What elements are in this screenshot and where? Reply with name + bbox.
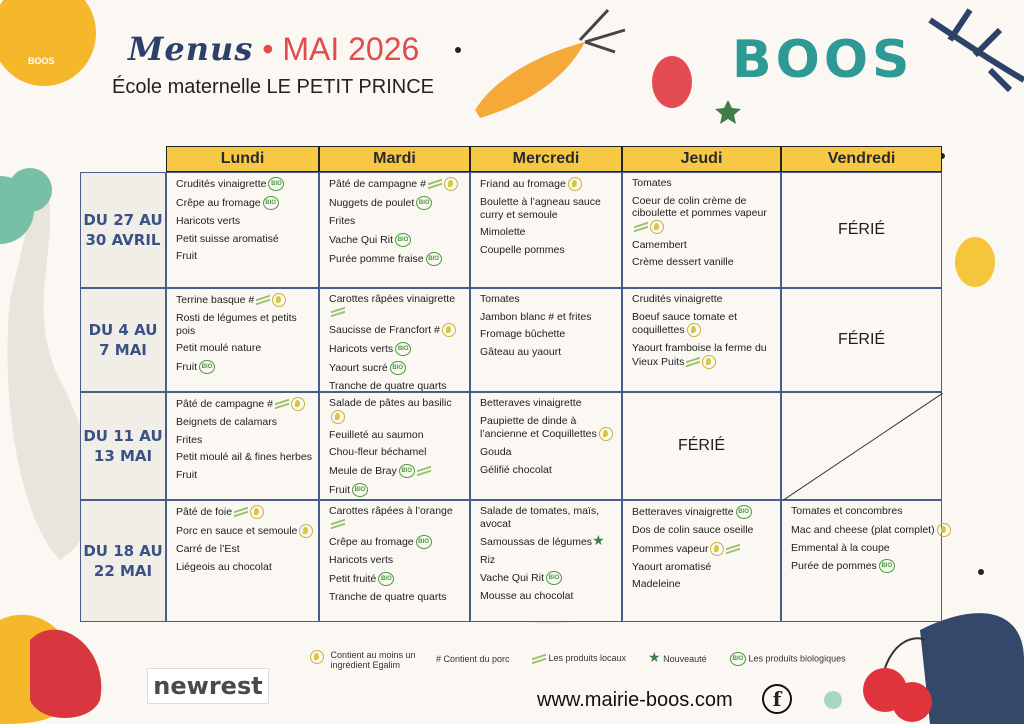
- page-title: [128, 30, 419, 68]
- menu-item-text: Gélifié chocolat: [480, 463, 552, 476]
- menu-item-text: Fruit: [329, 483, 350, 496]
- menu-item: [480, 554, 615, 567]
- week-label-line2: 13 MAI: [93, 447, 153, 465]
- menu-cell: [622, 500, 781, 622]
- bio-icon: BIO: [879, 559, 895, 573]
- menu-item-text: Mimolette: [480, 226, 526, 239]
- menu-item: [176, 451, 312, 464]
- menu-item-text: Crêpe au fromage: [329, 535, 414, 548]
- bio-icon: BIO: [199, 360, 215, 374]
- menu-item: [329, 177, 463, 191]
- egalim-icon: [599, 427, 613, 441]
- menu-item: [480, 346, 615, 359]
- menu-item-text: Haricots verts: [329, 554, 394, 567]
- boos-logo-text: BOOS: [28, 56, 55, 66]
- title-menus: Menus: [128, 30, 254, 68]
- local-icon: [417, 466, 431, 476]
- menu-item: [329, 215, 463, 228]
- menu-item: [791, 523, 935, 537]
- menu-item-text: Liégeois au chocolat: [176, 560, 272, 573]
- egalim-icon: [272, 293, 286, 307]
- star-icon: ★: [648, 649, 661, 665]
- menu-cell: [470, 172, 622, 288]
- menu-item-text: Pommes vapeur: [632, 542, 709, 555]
- menu-item-text: Frites: [176, 433, 203, 446]
- menu-item-text: Carottes râpées vinaigrette: [329, 293, 456, 305]
- local-icon: [275, 399, 289, 409]
- menu-table: [80, 146, 942, 622]
- menu-item: [480, 532, 615, 549]
- menu-item: [632, 561, 774, 574]
- menu-item: [480, 244, 615, 257]
- menu-item-text: Mousse au chocolat: [480, 590, 574, 603]
- egalim-icon: [291, 397, 305, 411]
- week-label-line1: DU 11 AU: [83, 426, 163, 445]
- menu-item: [480, 226, 615, 239]
- menu-item-text: Pâté de campagne #: [329, 177, 426, 190]
- menu-item-text: Crème dessert vanille: [632, 256, 734, 269]
- day-header-3: Jeudi: [622, 146, 781, 172]
- menu-item-text: Rosti de légumes et petits pois: [176, 312, 297, 337]
- pepper-decor: [30, 630, 101, 718]
- menu-item-text: Betteraves vinaigrette: [632, 505, 734, 518]
- menu-item: [176, 196, 312, 210]
- egalim-icon: [710, 542, 724, 556]
- local-icon: [726, 544, 740, 554]
- menu-item-text: Chou-fleur béchamel: [329, 446, 427, 459]
- menu-item: [329, 342, 463, 356]
- week-label-line2: 30 AVRIL: [85, 231, 161, 249]
- menu-item: [329, 572, 463, 586]
- bio-icon: BIO: [352, 483, 368, 497]
- menu-item: [329, 429, 463, 442]
- menu-item: [329, 361, 463, 375]
- menu-item: [480, 311, 615, 324]
- menu-item-text: Coeur de colin crème de ciboulette et pommes vapeur: [632, 194, 767, 220]
- week-label: [80, 288, 166, 392]
- facebook-icon[interactable]: f: [762, 684, 792, 714]
- legend-local: Les produits locaux: [530, 653, 626, 664]
- star-icon: ★: [592, 532, 605, 549]
- menu-item: [176, 342, 312, 355]
- menu-item: [176, 293, 312, 307]
- bio-icon: BIO: [399, 464, 415, 478]
- menu-item-text: Pâté de foie: [176, 505, 233, 518]
- menu-item: [632, 177, 774, 190]
- legend-egalim: Contient au moins un ingrédient Egalim: [308, 650, 427, 671]
- menu-item-text: Fruit: [176, 468, 197, 481]
- menu-item-text: Camembert: [632, 238, 687, 251]
- menu-item-text: Petit moulé nature: [176, 342, 262, 355]
- menu-item-text: Nuggets de poulet: [329, 196, 415, 209]
- yellow-raspberry-decor: [955, 237, 995, 287]
- menu-item: [176, 524, 312, 538]
- menu-cell: [622, 172, 781, 288]
- bio-icon: BIO: [395, 342, 411, 356]
- menu-item-text: Boeuf sauce tomate et coquillettes: [632, 310, 738, 336]
- raspberry-decor: [652, 56, 692, 108]
- day-header-0: Lundi: [166, 146, 319, 172]
- bio-icon: BIO: [416, 196, 432, 210]
- week-label-line1: DU 27 AU: [83, 210, 163, 229]
- newrest-logo: newrest: [147, 668, 269, 704]
- menu-item: [632, 505, 774, 519]
- bio-icon: BIO: [736, 505, 752, 519]
- menu-item-text: Dos de colin sauce oseille: [632, 524, 754, 536]
- menu-item: [176, 250, 312, 263]
- menu-item-text: Tomates: [632, 177, 672, 189]
- menu-item-text: Yaourt framboise la ferme du Vieux Puits: [632, 342, 767, 368]
- bio-icon: BIO: [546, 571, 562, 585]
- menu-item: [329, 293, 463, 318]
- menu-cell: [166, 500, 319, 622]
- egalim-icon: [331, 410, 345, 424]
- menu-item: [632, 239, 774, 252]
- menu-cell: [622, 288, 781, 392]
- menu-item: [632, 293, 774, 306]
- menu-item: [176, 360, 312, 374]
- week-label-line2: 22 MAI: [93, 562, 153, 580]
- menu-item: [480, 397, 615, 410]
- menu-item-text: Porc en sauce et semoule: [176, 524, 298, 537]
- menu-item-text: Emmental à la coupe: [791, 541, 890, 554]
- menu-item: [480, 196, 615, 221]
- menu-item: [791, 559, 935, 573]
- menu-item-text: Purée pomme fraise: [329, 252, 424, 265]
- egalim-icon: [442, 323, 456, 337]
- menu-item-text: Coupelle pommes: [480, 243, 565, 256]
- menu-item: [329, 535, 463, 549]
- menu-item-text: Crudités vinaigrette: [632, 293, 723, 305]
- menu-item: [632, 195, 774, 234]
- local-icon: [234, 507, 248, 517]
- menu-item-text: Carré de l’Est: [176, 543, 240, 555]
- title-month: MAI 2026: [282, 31, 420, 67]
- menu-cell: [470, 392, 622, 500]
- menu-item-text: Yaourt aromatisé: [632, 560, 712, 573]
- menu-item-text: Frites: [329, 215, 356, 227]
- menu-item: [329, 446, 463, 459]
- menu-cell: [319, 288, 470, 392]
- title-separator: •: [262, 31, 274, 67]
- menu-cell: [470, 288, 622, 392]
- menu-item-text: Fromage bûchette: [480, 328, 566, 341]
- menu-item: [480, 415, 615, 442]
- menu-item-text: Yaourt sucré: [329, 361, 388, 374]
- menu-item: [791, 542, 935, 555]
- egalim-icon: [937, 523, 951, 537]
- legend-porc: # Contient du porc: [436, 654, 510, 664]
- week-label: [80, 500, 166, 622]
- diagonal-line: [782, 393, 943, 501]
- legend-bio: BIO Les produits biologiques: [728, 652, 846, 666]
- local-icon: [428, 179, 442, 189]
- menu-item-text: Terrine basque #: [176, 293, 255, 306]
- menu-item: [632, 256, 774, 269]
- menu-item: [329, 233, 463, 247]
- menu-item-text: Jambon blanc # et frites: [480, 310, 592, 323]
- menu-item-text: Mac and cheese (plat complet): [791, 523, 935, 536]
- menu-cell: [319, 500, 470, 622]
- leaf-decor: [930, 10, 1024, 90]
- menu-item: [329, 554, 463, 567]
- week-label: [80, 172, 166, 288]
- menu-item-text: Riz: [480, 553, 496, 566]
- week-label-line2: 7 MAI: [99, 341, 147, 359]
- bio-icon: BIO: [268, 177, 284, 191]
- menu-item: [480, 590, 615, 603]
- menu-cell: [319, 172, 470, 288]
- bio-icon: BIO: [730, 652, 746, 666]
- menu-cell: [166, 172, 319, 288]
- menu-item: [480, 464, 615, 477]
- menu-item: [176, 505, 312, 519]
- menu-item: [329, 505, 463, 530]
- local-icon: [532, 654, 546, 664]
- menu-item-text: Tomates et concombres: [791, 505, 903, 517]
- local-icon: [256, 295, 270, 305]
- menu-item: [176, 215, 312, 228]
- menu-item: [329, 483, 463, 497]
- bio-icon: BIO: [395, 233, 411, 247]
- menu-item: [176, 397, 312, 411]
- day-header-1: Mardi: [319, 146, 470, 172]
- menu-item-text: Saucisse de Francfort #: [329, 323, 440, 336]
- menu-item: [329, 464, 463, 478]
- menu-item-text: Petit fruité: [329, 572, 377, 585]
- menu-item: [480, 446, 615, 459]
- bio-icon: BIO: [263, 196, 279, 210]
- empty-cell: [781, 392, 942, 500]
- menu-item-text: Tranche de quatre quarts: [329, 380, 447, 393]
- menu-item: [632, 311, 774, 338]
- website-link[interactable]: www.mairie-boos.com: [537, 689, 733, 711]
- menu-item-text: Madeleine: [632, 578, 681, 591]
- menu-item-text: Haricots verts: [329, 342, 394, 355]
- bio-icon: BIO: [416, 535, 432, 549]
- menu-cell: [166, 288, 319, 392]
- egalim-icon: [687, 323, 701, 337]
- menu-item-text: Gouda: [480, 446, 512, 459]
- menu-item: [329, 252, 463, 266]
- menu-item-text: Carottes râpées à l’orange: [329, 505, 453, 517]
- menu-item-text: Betteraves vinaigrette: [480, 397, 582, 409]
- bio-icon: BIO: [378, 572, 394, 586]
- menu-item: [791, 505, 935, 518]
- menu-item: [329, 380, 463, 393]
- menu-item: [176, 233, 312, 246]
- menu-item: [632, 342, 774, 369]
- day-header-2: Mercredi: [470, 146, 622, 172]
- menu-item: [480, 505, 615, 530]
- menu-item: [329, 397, 463, 424]
- menu-item-text: Crudités vinaigrette: [176, 177, 267, 190]
- menu-item-text: Petit moulé ail & fines herbes: [176, 451, 312, 464]
- bio-icon: BIO: [426, 252, 442, 266]
- menu-item-text: Boulette à l’agneau sauce curry et semoule: [480, 196, 601, 221]
- holiday-cell: FÉRIÉ: [781, 172, 942, 288]
- menu-item-text: Haricots verts: [176, 215, 241, 227]
- egalim-icon: [650, 220, 664, 234]
- menu-item: [176, 177, 312, 191]
- menu-item: [176, 416, 312, 429]
- menu-item: [176, 312, 312, 337]
- week-label-line1: DU 18 AU: [83, 541, 163, 560]
- menu-item: [480, 571, 615, 585]
- menu-item-text: Paupiette de dinde à l’ancienne et Coquillettes: [480, 414, 597, 440]
- menu-item: [176, 469, 312, 482]
- carrot-decor: [475, 42, 585, 118]
- menu-item-text: Gâteau au yaourt: [480, 345, 562, 358]
- menu-cell: [319, 392, 470, 500]
- egalim-icon: [568, 177, 582, 191]
- menu-cell: [166, 392, 319, 500]
- menu-item-text: Crêpe au fromage: [176, 196, 261, 209]
- menu-cell: [470, 500, 622, 622]
- menu-item-text: Samoussas de légumes: [480, 536, 593, 549]
- menu-item-text: Tomates: [480, 293, 520, 305]
- menu-item-text: Fruit: [176, 250, 197, 263]
- egalim-icon: [702, 355, 716, 369]
- menu-item: [176, 561, 312, 574]
- week-label: [80, 392, 166, 500]
- boos-brand-logo: BOOS: [732, 30, 914, 90]
- menu-item: [632, 578, 774, 591]
- egalim-icon: [444, 177, 458, 191]
- menu-item-text: Tranche de quatre quarts: [329, 590, 447, 603]
- menu-item: [632, 542, 774, 556]
- week-label-line1: DU 4 AU: [88, 320, 158, 339]
- bio-icon: BIO: [390, 361, 406, 375]
- menu-item-text: Friand au fromage: [480, 177, 566, 190]
- menu-item-text: Vache Qui Rit: [480, 572, 544, 585]
- egalim-icon: [299, 524, 313, 538]
- holiday-cell: FÉRIÉ: [781, 288, 942, 392]
- menu-item-text: Salade de tomates, maïs, avocat: [480, 505, 600, 530]
- school-name: École maternelle LE PETIT PRINCE: [112, 76, 434, 98]
- menu-item-text: Beignets de calamars: [176, 416, 277, 428]
- menu-item-text: Pâté de campagne #: [176, 397, 273, 410]
- local-icon: [331, 519, 345, 529]
- menu-item-text: Petit suisse aromatisé: [176, 232, 279, 245]
- local-icon: [686, 357, 700, 367]
- menu-item: [329, 591, 463, 604]
- local-icon: [331, 307, 345, 317]
- day-header-4: Vendredi: [781, 146, 942, 172]
- menu-item-text: Vache Qui Rit: [329, 233, 393, 246]
- menu-item: [480, 177, 615, 191]
- egalim-icon: [250, 505, 264, 519]
- menu-item: [480, 328, 615, 341]
- menu-item: [480, 293, 615, 306]
- legend-new: ★ Nouveauté: [648, 649, 707, 665]
- menu-item: [632, 524, 774, 537]
- menu-item-text: Purée de pommes: [791, 559, 877, 572]
- menu-item: [176, 434, 312, 447]
- menu-item-text: Fruit: [176, 360, 197, 373]
- holiday-cell: FÉRIÉ: [622, 392, 781, 500]
- menu-item-text: Salade de pâtes au basilic: [329, 397, 452, 409]
- menu-item-text: Meule de Bray: [329, 464, 397, 477]
- menu-item: [176, 543, 312, 556]
- local-icon: [634, 222, 648, 232]
- menu-item-text: Feuilleté au saumon: [329, 428, 424, 441]
- menu-item: [329, 196, 463, 210]
- egalim-icon: [310, 650, 324, 664]
- menu-cell: [781, 500, 942, 622]
- menu-item: [329, 323, 463, 337]
